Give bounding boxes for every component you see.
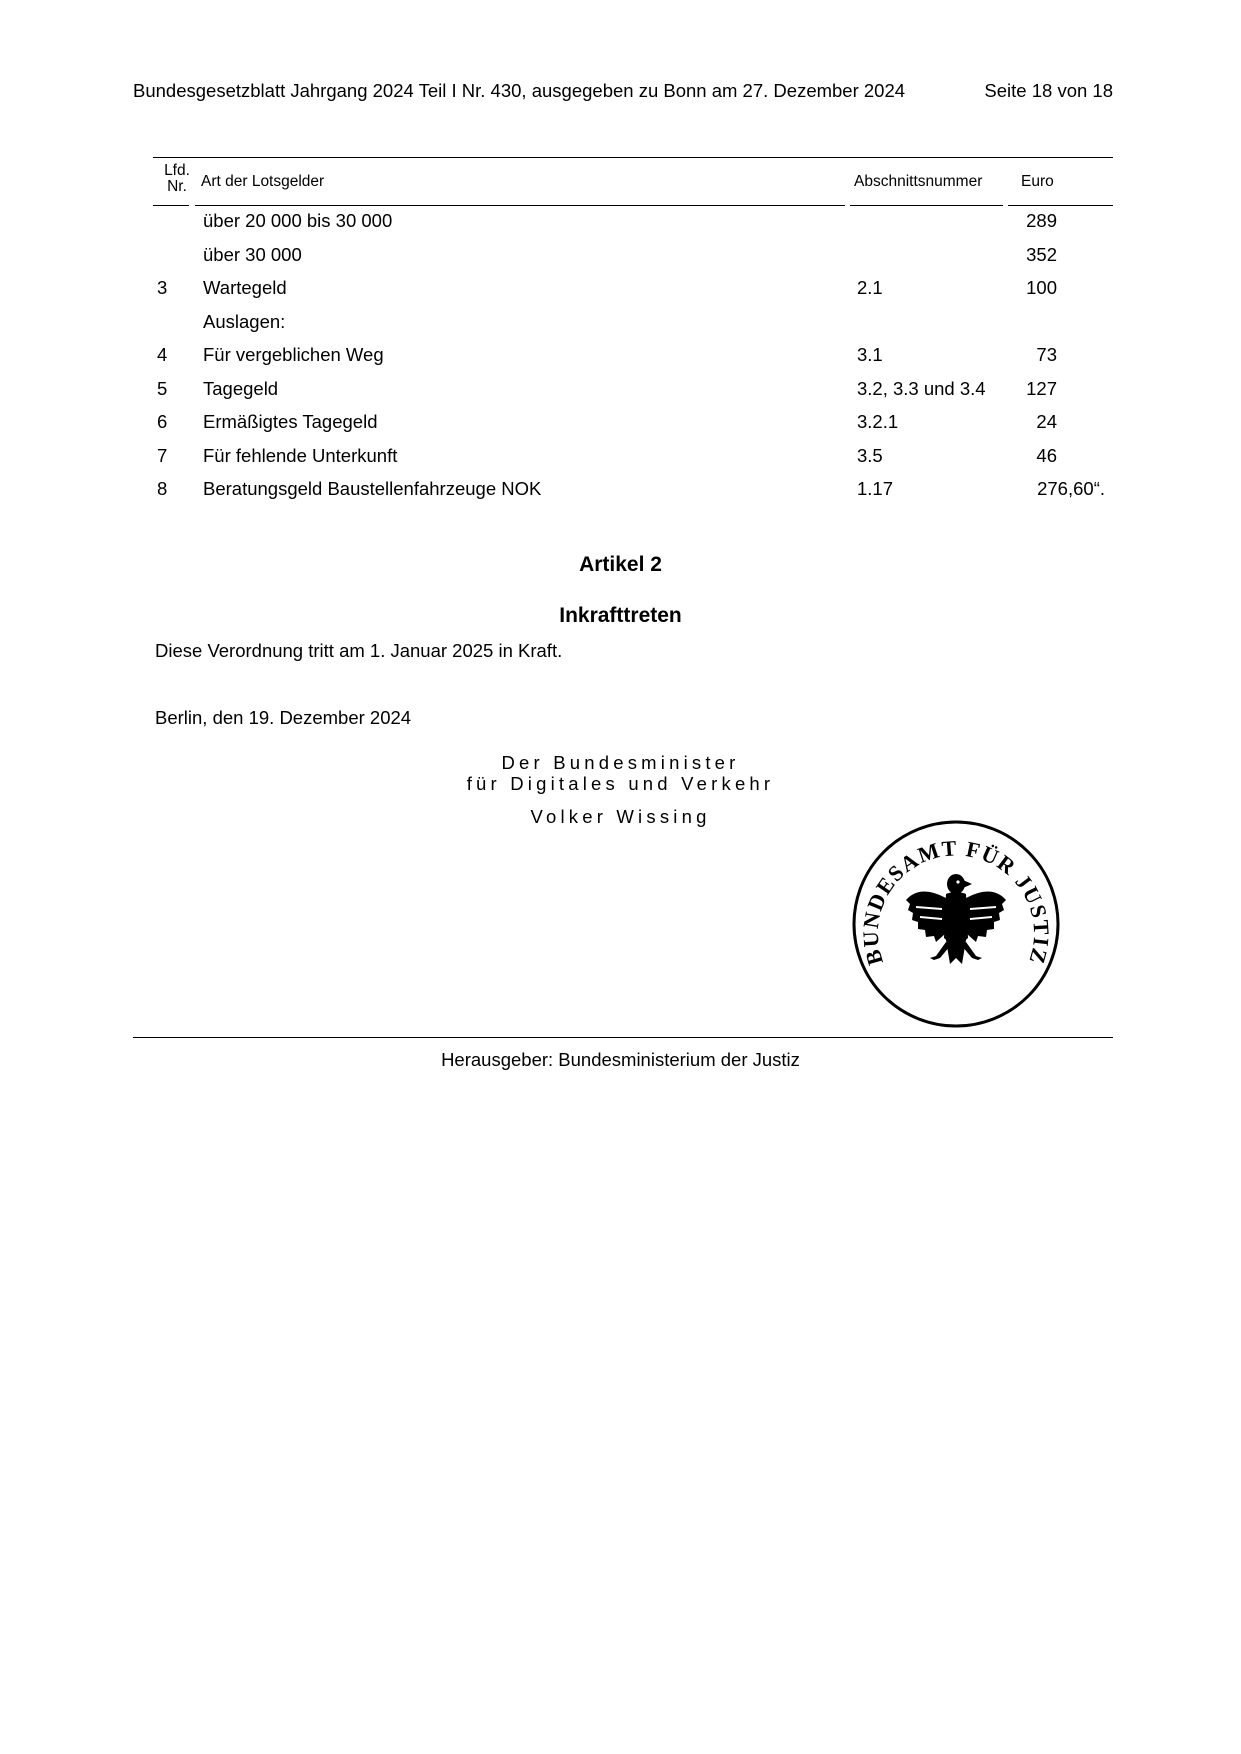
place-date: Berlin, den 19. Dezember 2024 [155,707,412,728]
article-title: Inkrafttreten [559,604,682,627]
column-header-euro: Euro [1021,173,1054,190]
row-euro: 100 [1026,277,1057,298]
footer-rule [133,1037,1113,1038]
row-section: 3.1 [857,344,883,365]
row-euro: 73 [1036,344,1057,365]
row-section: 3.5 [857,444,883,466]
table-row [153,411,1113,445]
table-row [153,445,1113,479]
page-number: Seite 18 von 18 [984,80,1113,101]
row-euro: 24 [1036,411,1057,432]
official-seal [850,818,1062,1030]
column-header-abschnitt: Abschnittsnummer [854,173,983,190]
table-row [153,344,1113,378]
row-type: über 20 000 bis 30 000 [203,210,393,231]
column-header-nr-line1: Lfd. [164,162,190,179]
row-euro: 127 [1026,377,1057,399]
publisher-note: Herausgeber: Bundesministerium der Justiz [441,1049,800,1070]
header-rule-nr [153,205,189,206]
column-header-nr [159,163,195,195]
row-type: Ermäßigtes Tagegeld [203,411,378,432]
row-euro: 46 [1036,444,1057,466]
row-type: Wartegeld [203,277,287,298]
table-top-rule [153,157,1113,158]
row-section: 3.2, 3.3 und 3.4 [857,377,986,399]
row-type: über 30 000 [203,243,302,265]
article-text: Diese Verordnung tritt am 1. Januar 2025 in Kraft. [155,640,563,661]
header-rule-art [195,205,845,206]
row-number: 3 [157,277,168,298]
row-number: 4 [157,344,168,365]
table-row [153,210,1113,244]
row-type: Auslagen: [203,310,286,332]
seal-graphic [850,818,1062,1030]
eagle-icon [906,874,1006,964]
header-rule-abschnitt [850,205,1003,206]
table-row [153,277,1113,311]
article-number: Artikel 2 [579,553,662,576]
column-header-art: Art der Lotsgelder [201,173,325,190]
row-type: Für vergeblichen Weg [203,344,384,365]
row-number: 7 [157,444,168,466]
header-rule-euro [1008,205,1113,206]
row-euro: 289 [1026,210,1057,231]
table-row [153,378,1113,412]
signature-line2: für Digitales und Verkehr [466,773,775,794]
row-number: 8 [157,478,168,499]
row-section: 1.17 [857,478,894,499]
signature-line1: Der Bundesminister [501,752,740,773]
table-row [153,244,1113,278]
row-type: Für fehlende Unterkunft [203,444,398,466]
row-number: 5 [157,377,168,399]
row-type: Tagegeld [203,377,279,399]
row-section: 3.2.1 [857,411,899,432]
row-type: Beratungsgeld Baustellenfahrzeuge NOK [203,478,542,499]
table-row [153,311,1113,345]
row-section: 2.1 [857,277,883,298]
row-number: 6 [157,411,168,432]
gazette-title: Bundesgesetzblatt Jahrgang 2024 Teil I Nr. 430, ausgegeben zu Bonn am 27. Dezember 2024 [133,80,906,101]
column-header-nr-line2: Nr. [167,178,187,195]
svg-text:BUNDESAMT FÜR JUSTIZ: BUNDESAMT FÜR JUSTIZ [857,835,1055,968]
signature-name: Volker Wissing [530,806,711,827]
row-euro: 352 [1026,243,1057,265]
table-row [153,478,1113,512]
row-euro: 276,60“. [1037,478,1105,499]
